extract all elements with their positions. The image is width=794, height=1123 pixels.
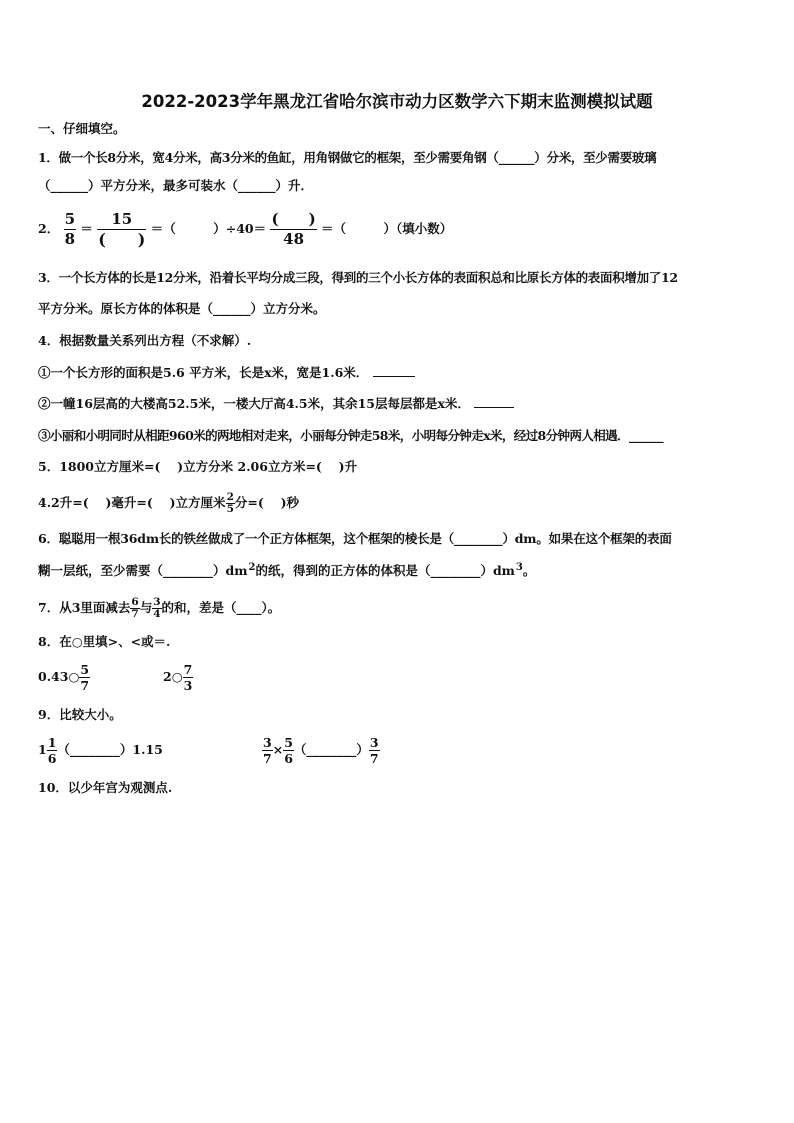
question-2-tail-text: ＝（ ）（填小数） [321,221,453,236]
question-6-text: 。 [522,563,536,578]
denominator: 7 [80,678,90,693]
answer-blank [474,407,514,408]
question-1-line-2: （______）平方分米，最多可装水（______）升． [38,178,314,193]
fraction-1-6 [47,735,58,766]
answer-blank [373,376,415,377]
whole-number: 1 [38,742,47,757]
question-6-line-2 [38,563,535,579]
question-2-middle-text: ＝（ ）÷40＝ [150,221,267,236]
fraction-5-7 [79,662,90,693]
times-sign: × [272,742,284,757]
numerator: 5 [80,662,90,677]
superscript-3: 3 [515,562,523,573]
question-9-right [262,735,380,766]
section-heading: 一、仔细填空。 [38,121,126,136]
fraction-5-6 [283,735,294,766]
question-6-text: 的纸，得到的正方体的体积是（________）dm [255,563,515,578]
numerator: 2 [226,491,234,503]
question-5-line-1: 5．1800立方厘米=( )立方分米 2.06立方米=( )升 [38,459,358,474]
question-7-text: 与 [139,600,153,615]
numerator: 3 [153,596,161,608]
item-text: ①一个长方形的面积是5.6 平方米，长是x米，宽是1.6米． [38,365,369,380]
numerator: 5 [284,735,293,750]
fraction-3-4 [152,597,161,620]
question-3-line-2: 平方分米。原长方体的体积是（______）立方分米。 [38,301,326,316]
denominator: 7 [369,751,379,766]
denominator: 7 [131,608,139,620]
fraction-6-7 [130,597,139,620]
question-4-item-1 [38,365,415,381]
question-2 [38,210,452,249]
question-9-stem: 9．比较大小。 [38,707,122,722]
question-7 [38,597,280,620]
denominator: 48 [283,230,305,248]
question-4-stem: 4．根据数量关系列出方程（不求解）. [38,333,252,348]
question-4-item-2 [38,396,514,412]
numerator: 3 [263,735,272,750]
item-text: ②一幢16层高的大楼高52.5米，一楼大厅高4.5米，其余15层每层都是x米． [38,396,470,411]
compare-text: 0.43○ [38,669,80,684]
denominator: 8 [64,230,75,248]
question-8-left [38,662,90,693]
denominator: 5 [226,503,234,515]
numerator: 6 [131,596,139,608]
question-7-text: 的和，差是（____）。 [161,600,281,615]
fraction-2-5 [226,492,235,515]
conversion-text: 分=( )秒 [234,495,300,510]
denominator: 4 [153,608,161,620]
fraction-7-3 [183,662,194,693]
compare-text: （________） [293,742,369,757]
question-2-number: 2． [38,221,60,236]
numerator: 5 [64,210,75,228]
denominator: 6 [47,751,57,766]
question-10: 10．以少年宫为观测点. [38,780,173,795]
compare-text: （________）1.15 [57,742,163,757]
question-4-item-3: ③小丽和小明同时从相距960米的两地相对走来，小丽每分钟走58米，小明每分钟走x米，经过8分钟两人相遇．______ [38,428,663,443]
equals-sign: ＝ [80,221,93,236]
question-6-line-1: 6．聪聪用一根36dm长的铁丝做成了一个正方体框架，这个框架的棱长是（________）dm。如果在这个框架的表面 [38,531,672,546]
question-8-stem: 8．在○里填>、<或＝. [38,634,171,649]
fraction-15-blank [97,210,146,249]
question-3-line-1: 3．一个长方体的长是12分米，沿着长平均分成三段，得到的三个小长方体的表面积总和比原长方体的表面积增加了12 [38,270,678,285]
question-6-text: 糊一层纸，至少需要（________）dm [38,563,248,578]
numerator: 1 [47,735,57,750]
superscript-2: 2 [248,562,256,573]
question-5-line-2 [38,492,299,515]
fraction-3-7 [369,735,380,766]
denominator: 7 [263,751,272,766]
denominator: 3 [183,678,193,693]
fraction-blank-48 [270,210,316,249]
denominator: 6 [284,751,293,766]
numerator: 15 [97,210,146,230]
question-7-text: 7．从3里面减去 [38,600,131,615]
numerator: 3 [369,735,379,750]
question-9-left [38,735,163,766]
denominator-blank: ( ) [98,230,146,249]
fraction-3-7 [262,735,273,766]
question-8-right [163,662,193,693]
numerator: 7 [183,662,193,677]
question-1-line-1: 1．做一个长8分米，宽4分米，高3分米的鱼缸，用角钢做它的框架，至少需要角钢（______）分米，至少需要玻璃 [38,150,657,165]
compare-text: 2○ [163,669,183,684]
numerator-blank: ( ) [271,210,316,228]
conversion-text: 4.2升=( )毫升=( )立方厘米 [38,495,226,510]
page-title: 2022-2023学年黑龙江省哈尔滨市动力区数学六下期末监测模拟试题 [141,92,653,111]
fraction-5-8 [64,210,76,249]
